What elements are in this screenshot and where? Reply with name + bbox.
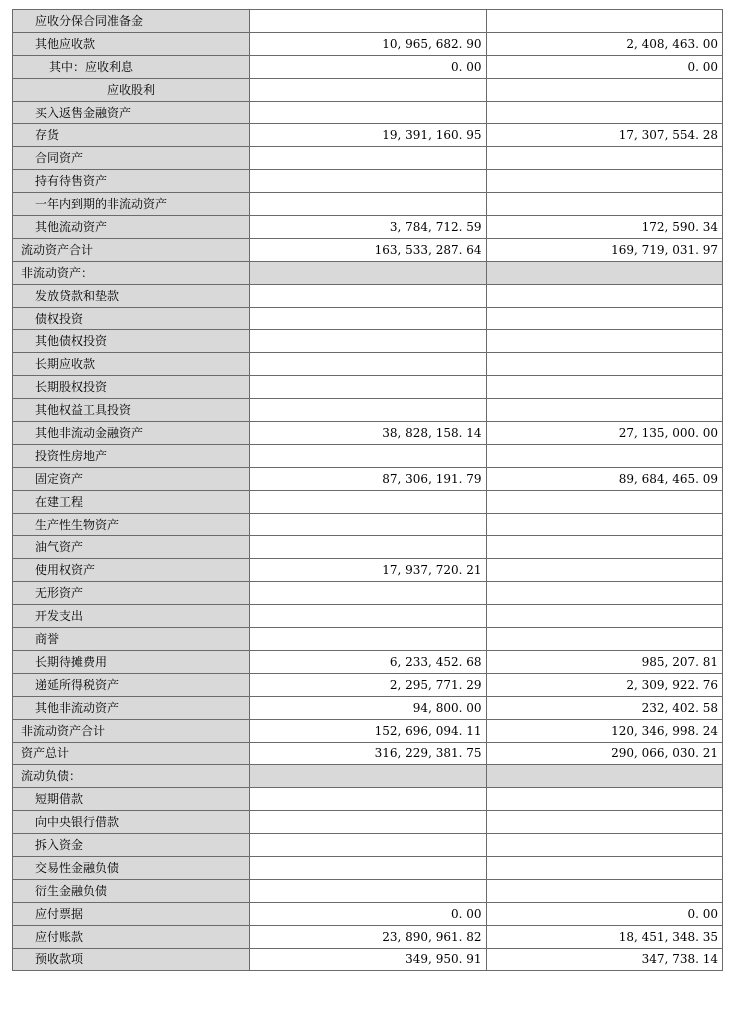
row-label: 使用权资产 — [13, 559, 250, 582]
value-current-period: 316, 229, 381. 75 — [250, 742, 487, 765]
value-prior-period: 120, 346, 998. 24 — [486, 719, 723, 742]
value-current-period: 349, 950. 91 — [250, 948, 487, 971]
row-label: 其中：应收利息 — [13, 55, 250, 78]
value-prior-period — [486, 559, 723, 582]
value-current-period: 17, 937, 720. 21 — [250, 559, 487, 582]
value-prior-period — [486, 490, 723, 513]
table-row — [13, 742, 723, 765]
table-row — [13, 536, 723, 559]
row-label: 资产总计 — [13, 742, 250, 765]
row-label: 递延所得税资产 — [13, 673, 250, 696]
table-row — [13, 582, 723, 605]
table-row — [13, 719, 723, 742]
row-label: 预收款项 — [13, 948, 250, 971]
row-label: 其他流动资产 — [13, 216, 250, 239]
row-label: 合同资产 — [13, 147, 250, 170]
value-prior-period — [486, 856, 723, 879]
table-row — [13, 788, 723, 811]
row-label: 开发支出 — [13, 605, 250, 628]
value-current-period: 23, 890, 961. 82 — [250, 925, 487, 948]
table-row — [13, 628, 723, 651]
row-label: 商誉 — [13, 628, 250, 651]
row-label: 其他非流动金融资产 — [13, 422, 250, 445]
value-prior-period — [486, 353, 723, 376]
value-current-period — [250, 399, 487, 422]
value-current-period — [250, 856, 487, 879]
row-label: 长期待摊费用 — [13, 650, 250, 673]
value-current-period: 94, 800. 00 — [250, 696, 487, 719]
value-current-period: 0. 00 — [250, 55, 487, 78]
value-current-period — [250, 170, 487, 193]
table-row — [13, 673, 723, 696]
value-current-period — [250, 78, 487, 101]
table-row — [13, 376, 723, 399]
value-prior-period: 347, 738. 14 — [486, 948, 723, 971]
section-header-row — [13, 765, 723, 788]
value-current-period — [250, 628, 487, 651]
value-current-period — [250, 353, 487, 376]
row-label: 投资性房地产 — [13, 444, 250, 467]
row-label: 长期应收款 — [13, 353, 250, 376]
table-row — [13, 32, 723, 55]
table-row — [13, 330, 723, 353]
value-current-period — [250, 330, 487, 353]
table-row — [13, 78, 723, 101]
value-prior-period — [486, 307, 723, 330]
value-current-period: 3, 784, 712. 59 — [250, 216, 487, 239]
value-prior-period — [486, 399, 723, 422]
row-label: 其他非流动资产 — [13, 696, 250, 719]
value-prior-period — [486, 261, 723, 284]
value-current-period — [250, 284, 487, 307]
row-label: 应收股利 — [13, 78, 250, 101]
table-row — [13, 948, 723, 971]
value-prior-period — [486, 444, 723, 467]
value-prior-period — [486, 513, 723, 536]
value-current-period: 87, 306, 191. 79 — [250, 467, 487, 490]
value-current-period — [250, 513, 487, 536]
table-row — [13, 879, 723, 902]
table-row — [13, 101, 723, 124]
value-prior-period — [486, 147, 723, 170]
row-label: 其他应收款 — [13, 32, 250, 55]
value-prior-period — [486, 193, 723, 216]
balance-sheet-table — [12, 9, 723, 971]
table-row — [13, 490, 723, 513]
value-prior-period — [486, 78, 723, 101]
value-prior-period: 27, 135, 000. 00 — [486, 422, 723, 445]
table-row — [13, 238, 723, 261]
value-current-period — [250, 376, 487, 399]
value-prior-period: 172, 590. 34 — [486, 216, 723, 239]
row-label: 其他权益工具投资 — [13, 399, 250, 422]
value-current-period — [250, 536, 487, 559]
value-current-period: 152, 696, 094. 11 — [250, 719, 487, 742]
value-prior-period — [486, 582, 723, 605]
table-row — [13, 650, 723, 673]
value-current-period — [250, 261, 487, 284]
value-prior-period: 2, 408, 463. 00 — [486, 32, 723, 55]
value-prior-period — [486, 811, 723, 834]
value-prior-period: 89, 684, 465. 09 — [486, 467, 723, 490]
balance-sheet-body — [13, 10, 723, 971]
value-prior-period — [486, 10, 723, 33]
row-label: 应付账款 — [13, 925, 250, 948]
table-row — [13, 193, 723, 216]
value-prior-period — [486, 628, 723, 651]
value-current-period — [250, 788, 487, 811]
row-label: 非流动资产： — [13, 261, 250, 284]
value-prior-period: 0. 00 — [486, 902, 723, 925]
value-current-period — [250, 101, 487, 124]
row-label: 固定资产 — [13, 467, 250, 490]
row-label: 应收分保合同准备金 — [13, 10, 250, 33]
table-row — [13, 353, 723, 376]
row-label: 流动负债： — [13, 765, 250, 788]
value-current-period: 2, 295, 771. 29 — [250, 673, 487, 696]
value-prior-period — [486, 834, 723, 857]
value-prior-period — [486, 879, 723, 902]
table-row — [13, 856, 723, 879]
table-row — [13, 925, 723, 948]
value-current-period — [250, 879, 487, 902]
table-row — [13, 147, 723, 170]
row-label: 债权投资 — [13, 307, 250, 330]
row-label: 生产性生物资产 — [13, 513, 250, 536]
row-label: 交易性金融负债 — [13, 856, 250, 879]
table-row — [13, 513, 723, 536]
row-label: 一年内到期的非流动资产 — [13, 193, 250, 216]
value-current-period: 0. 00 — [250, 902, 487, 925]
value-prior-period — [486, 170, 723, 193]
value-current-period — [250, 10, 487, 33]
value-current-period — [250, 765, 487, 788]
row-label: 无形资产 — [13, 582, 250, 605]
value-current-period — [250, 444, 487, 467]
value-current-period: 163, 533, 287. 64 — [250, 238, 487, 261]
value-current-period — [250, 490, 487, 513]
table-row — [13, 902, 723, 925]
row-label: 向中央银行借款 — [13, 811, 250, 834]
value-prior-period: 18, 451, 348. 35 — [486, 925, 723, 948]
value-prior-period: 2, 309, 922. 76 — [486, 673, 723, 696]
value-prior-period — [486, 284, 723, 307]
table-row — [13, 170, 723, 193]
table-row — [13, 124, 723, 147]
value-current-period: 38, 828, 158. 14 — [250, 422, 487, 445]
value-prior-period: 985, 207. 81 — [486, 650, 723, 673]
row-label: 长期股权投资 — [13, 376, 250, 399]
table-row — [13, 696, 723, 719]
table-row — [13, 284, 723, 307]
row-label: 油气资产 — [13, 536, 250, 559]
row-label: 存货 — [13, 124, 250, 147]
table-row — [13, 559, 723, 582]
value-prior-period: 17, 307, 554. 28 — [486, 124, 723, 147]
value-current-period — [250, 193, 487, 216]
table-row — [13, 834, 723, 857]
row-label: 应付票据 — [13, 902, 250, 925]
row-label: 短期借款 — [13, 788, 250, 811]
table-row — [13, 811, 723, 834]
value-current-period — [250, 582, 487, 605]
value-current-period — [250, 834, 487, 857]
section-header-row — [13, 261, 723, 284]
value-prior-period — [486, 330, 723, 353]
value-current-period: 19, 391, 160. 95 — [250, 124, 487, 147]
table-row — [13, 444, 723, 467]
row-label: 持有待售资产 — [13, 170, 250, 193]
value-prior-period: 232, 402. 58 — [486, 696, 723, 719]
value-current-period: 6, 233, 452. 68 — [250, 650, 487, 673]
table-row — [13, 55, 723, 78]
row-label: 非流动资产合计 — [13, 719, 250, 742]
table-row — [13, 216, 723, 239]
value-prior-period — [486, 536, 723, 559]
row-label: 发放贷款和垫款 — [13, 284, 250, 307]
value-prior-period — [486, 101, 723, 124]
value-prior-period — [486, 788, 723, 811]
row-label: 在建工程 — [13, 490, 250, 513]
value-prior-period — [486, 605, 723, 628]
value-current-period — [250, 307, 487, 330]
value-prior-period: 0. 00 — [486, 55, 723, 78]
value-prior-period: 290, 066, 030. 21 — [486, 742, 723, 765]
value-prior-period: 169, 719, 031. 97 — [486, 238, 723, 261]
table-row — [13, 307, 723, 330]
table-row — [13, 605, 723, 628]
value-current-period — [250, 811, 487, 834]
value-current-period — [250, 147, 487, 170]
row-label: 拆入资金 — [13, 834, 250, 857]
value-prior-period — [486, 376, 723, 399]
value-current-period: 10, 965, 682. 90 — [250, 32, 487, 55]
row-label: 其他债权投资 — [13, 330, 250, 353]
row-label: 衍生金融负债 — [13, 879, 250, 902]
table-row — [13, 422, 723, 445]
row-label: 买入返售金融资产 — [13, 101, 250, 124]
table-row — [13, 10, 723, 33]
value-current-period — [250, 605, 487, 628]
row-label: 流动资产合计 — [13, 238, 250, 261]
table-row — [13, 399, 723, 422]
value-prior-period — [486, 765, 723, 788]
table-row — [13, 467, 723, 490]
